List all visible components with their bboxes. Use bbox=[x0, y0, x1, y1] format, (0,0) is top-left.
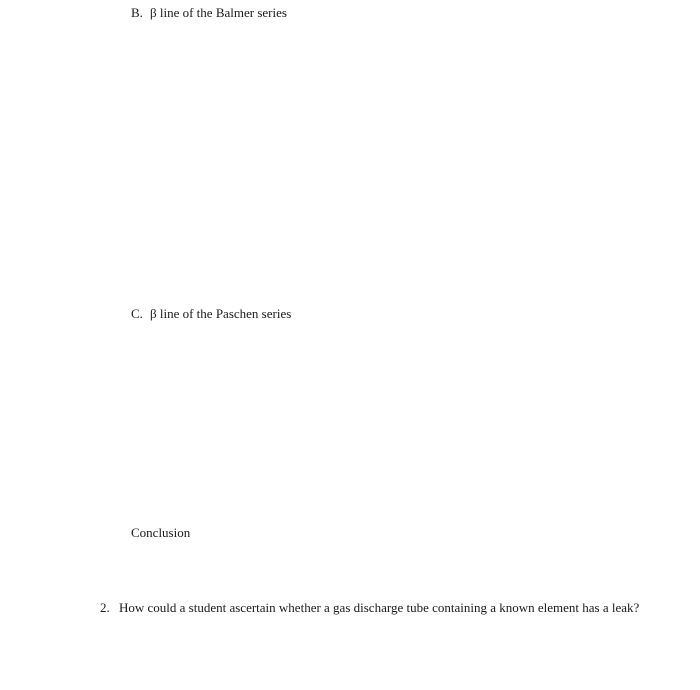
conclusion-heading: Conclusion bbox=[131, 525, 191, 540]
question-2-text: How could a student ascertain whether a gas discharge tube containing a known element has a leak? bbox=[119, 600, 640, 615]
item-b-letter: B. bbox=[131, 5, 143, 20]
question-2 bbox=[100, 598, 640, 617]
item-c-paschen bbox=[131, 305, 291, 323]
item-c-text: β line of the Paschen series bbox=[150, 306, 292, 321]
question-2-number: 2. bbox=[100, 600, 110, 615]
item-b-balmer bbox=[131, 4, 287, 22]
item-b-text: β line of the Balmer series bbox=[150, 5, 287, 20]
item-c-letter: C. bbox=[131, 306, 143, 321]
